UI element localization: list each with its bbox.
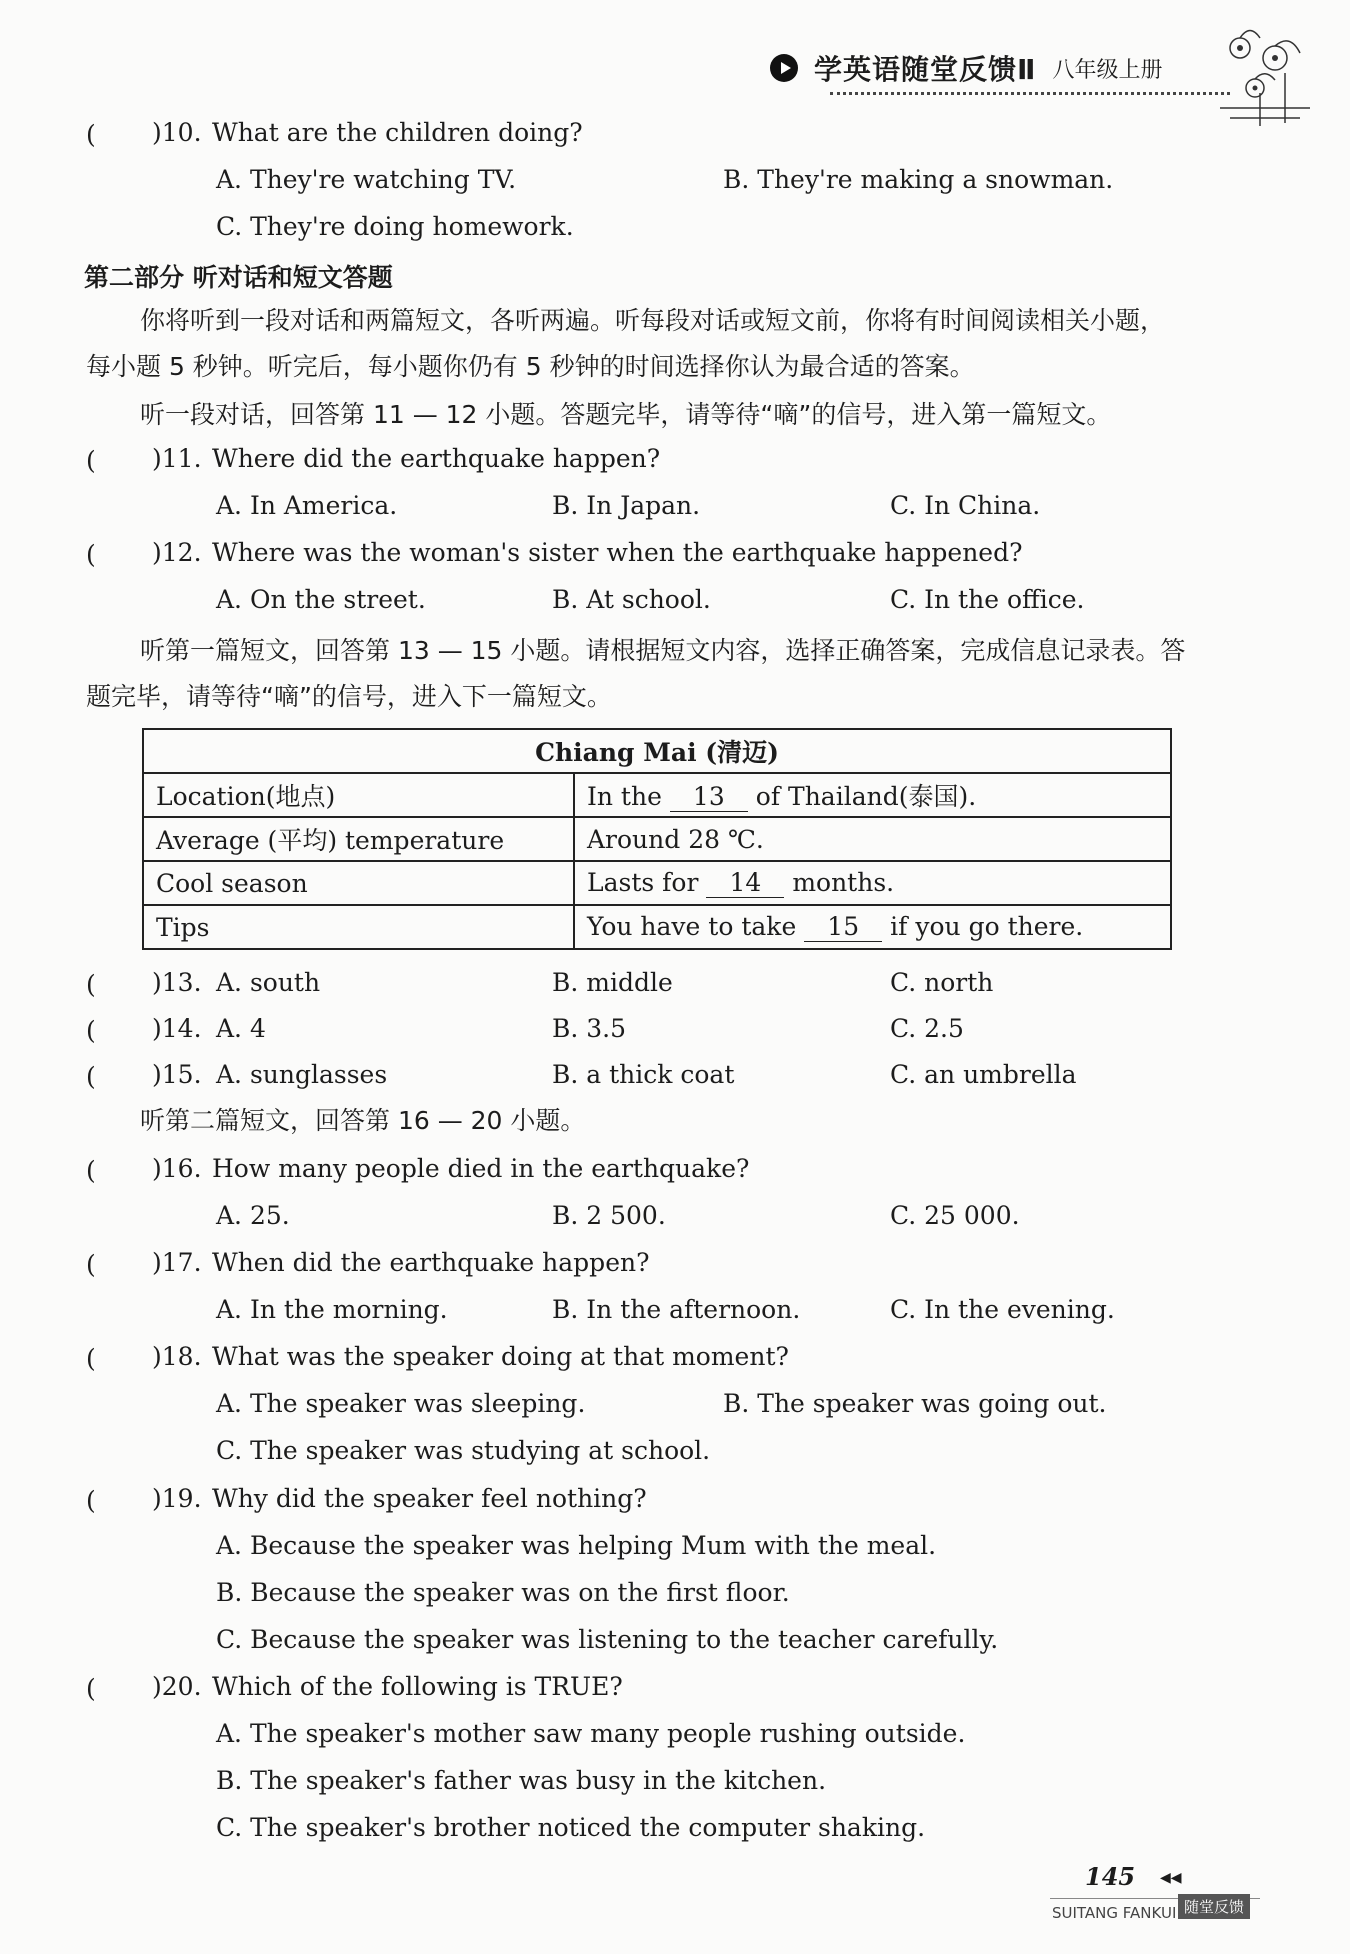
question-number: )12. xyxy=(152,538,202,567)
question-number: )17. xyxy=(152,1248,202,1277)
option-a: A. They're watching TV. xyxy=(216,165,517,194)
flower-decoration-icon xyxy=(1200,18,1320,128)
answer-bracket: ( xyxy=(86,120,96,149)
question-text: What was the speaker doing at that moment? xyxy=(212,1342,789,1371)
option-c: C. They're doing homework. xyxy=(216,212,574,241)
fill-blank[interactable]: 15 xyxy=(804,912,882,942)
table-row xyxy=(143,905,1171,949)
play-icon xyxy=(770,54,798,82)
fill-blank[interactable]: 13 xyxy=(670,782,748,812)
option-b: B. At school. xyxy=(552,585,711,614)
option-c: C. The speaker was studying at school. xyxy=(216,1436,711,1465)
section-title: 第二部分 听对话和短文答题 xyxy=(84,263,393,292)
option-a: A. 25. xyxy=(216,1201,290,1230)
answer-bracket: ( xyxy=(86,1156,96,1185)
table-value-text: if you go there. xyxy=(890,912,1084,941)
book-title: 学英语随堂反馈Ⅱ xyxy=(814,53,1037,86)
question-text: Which of the following is TRUE? xyxy=(212,1672,623,1701)
answer-bracket: ( xyxy=(86,446,96,475)
table-label: Cool season xyxy=(143,861,574,905)
question-number: )19. xyxy=(152,1484,202,1513)
option-a: A. The speaker's mother saw many people rushing outside. xyxy=(216,1719,966,1748)
page-number: 145 xyxy=(1085,1862,1136,1891)
question-number: )11. xyxy=(152,444,202,473)
question-text: When did the earthquake happen? xyxy=(212,1248,650,1277)
book-subtitle: 八年级上册 xyxy=(1052,57,1163,83)
passage1-instruction-line-2: 题完毕，请等待“嘀”的信号，进入下一篇短文。 xyxy=(86,682,612,711)
info-record-table xyxy=(142,728,1172,950)
question-number: )18. xyxy=(152,1342,202,1371)
option-c: C. In China. xyxy=(890,491,1041,520)
option-b: B. middle xyxy=(552,968,673,997)
table-value: Around 28 ℃. xyxy=(574,817,1171,861)
table-value-text: Lasts for xyxy=(587,868,699,897)
answer-bracket: ( xyxy=(86,540,96,569)
option-b: B. They're making a snowman. xyxy=(723,165,1114,194)
table-value-text: You have to take xyxy=(587,912,797,941)
answer-bracket: ( xyxy=(86,1062,96,1091)
question-number: )15. xyxy=(152,1060,202,1089)
option-b: B. 3.5 xyxy=(552,1014,627,1043)
option-c: C. In the office. xyxy=(890,585,1085,614)
option-c: C. Because the speaker was listening to the teacher carefully. xyxy=(216,1625,999,1654)
answer-bracket: ( xyxy=(86,1486,96,1515)
question-text: What are the children doing? xyxy=(212,118,583,147)
section-intro-line-1: 你将听到一段对话和两篇短文，各听两遍。听每段对话或短文前，你将有时间阅读相关小题， xyxy=(140,306,1166,335)
question-text: Why did the speaker feel nothing? xyxy=(212,1484,647,1513)
question-text: Where did the earthquake happen? xyxy=(212,444,661,473)
footer-brand: SUITANG FANKUI xyxy=(1052,1904,1177,1922)
option-a: A. 4 xyxy=(216,1014,266,1043)
option-c: C. In the evening. xyxy=(890,1295,1115,1324)
option-c: C. an umbrella xyxy=(890,1060,1077,1089)
answer-bracket: ( xyxy=(86,1344,96,1373)
option-b: B. In Japan. xyxy=(552,491,701,520)
question-text: How many people died in the earthquake? xyxy=(212,1154,750,1183)
question-text: Where was the woman's sister when the earthquake happened? xyxy=(212,538,1023,567)
table-label: Average (平均) temperature xyxy=(143,817,574,861)
option-b: B. In the afternoon. xyxy=(552,1295,801,1324)
answer-bracket: ( xyxy=(86,970,96,999)
table-row xyxy=(143,773,1171,817)
section-intro-line-2: 每小题 5 秒钟。听完后，每小题你仍有 5 秒钟的时间选择你认为最合适的答案。 xyxy=(86,352,975,381)
dialog-instruction: 听一段对话，回答第 11 — 12 小题。答题完毕，请等待“嘀”的信号，进入第一篇短文。 xyxy=(140,400,1112,429)
passage2-instruction: 听第二篇短文，回答第 16 — 20 小题。 xyxy=(140,1106,586,1135)
option-b: B. The speaker's father was busy in the kitchen. xyxy=(216,1766,827,1795)
table-value-text: In the xyxy=(587,782,662,811)
answer-bracket: ( xyxy=(86,1250,96,1279)
option-a: A. On the street. xyxy=(216,585,426,614)
page-header xyxy=(770,48,1162,88)
table-value-text: of Thailand(泰国). xyxy=(755,782,977,811)
option-a: A. sunglasses xyxy=(216,1060,388,1089)
option-a: A. In the morning. xyxy=(216,1295,448,1324)
answer-bracket: ( xyxy=(86,1674,96,1703)
table-value xyxy=(574,773,1171,817)
option-c: C. 25 000. xyxy=(890,1201,1020,1230)
question-number: )14. xyxy=(152,1014,202,1043)
question-number: )13. xyxy=(152,968,202,997)
table-label: Location(地点) xyxy=(143,773,574,817)
answer-bracket: ( xyxy=(86,1016,96,1045)
option-b: B. 2 500. xyxy=(552,1201,666,1230)
option-a: A. The speaker was sleeping. xyxy=(216,1389,586,1418)
option-c: C. north xyxy=(890,968,994,997)
table-value xyxy=(574,905,1171,949)
option-b: B. a thick coat xyxy=(552,1060,735,1089)
question-number: )20. xyxy=(152,1672,202,1701)
option-b: B. The speaker was going out. xyxy=(723,1389,1107,1418)
passage1-instruction-line-1: 听第一篇短文，回答第 13 — 15 小题。请根据短文内容，选择正确答案，完成信息记录表。答 xyxy=(140,636,1186,665)
table-label: Tips xyxy=(143,905,574,949)
footer-badge: 随堂反馈 xyxy=(1178,1894,1250,1919)
header-dotted-rule xyxy=(830,92,1230,95)
table-value xyxy=(574,861,1171,905)
table-row xyxy=(143,817,1171,861)
option-c: C. The speaker's brother noticed the computer shaking. xyxy=(216,1813,926,1842)
option-a: A. Because the speaker was helping Mum with the meal. xyxy=(216,1531,937,1560)
double-arrow-left-icon: ◀◀ xyxy=(1160,1870,1182,1886)
fill-blank[interactable]: 14 xyxy=(706,868,784,898)
table-value-text: months. xyxy=(792,868,895,897)
question-number: )16. xyxy=(152,1154,202,1183)
option-a: A. south xyxy=(216,968,321,997)
option-c: C. 2.5 xyxy=(890,1014,964,1043)
table-title: Chiang Mai (清迈) xyxy=(143,729,1171,773)
table-row xyxy=(143,861,1171,905)
question-number: )10. xyxy=(152,118,202,147)
option-b: B. Because the speaker was on the first floor. xyxy=(216,1578,790,1607)
option-a: A. In America. xyxy=(216,491,398,520)
